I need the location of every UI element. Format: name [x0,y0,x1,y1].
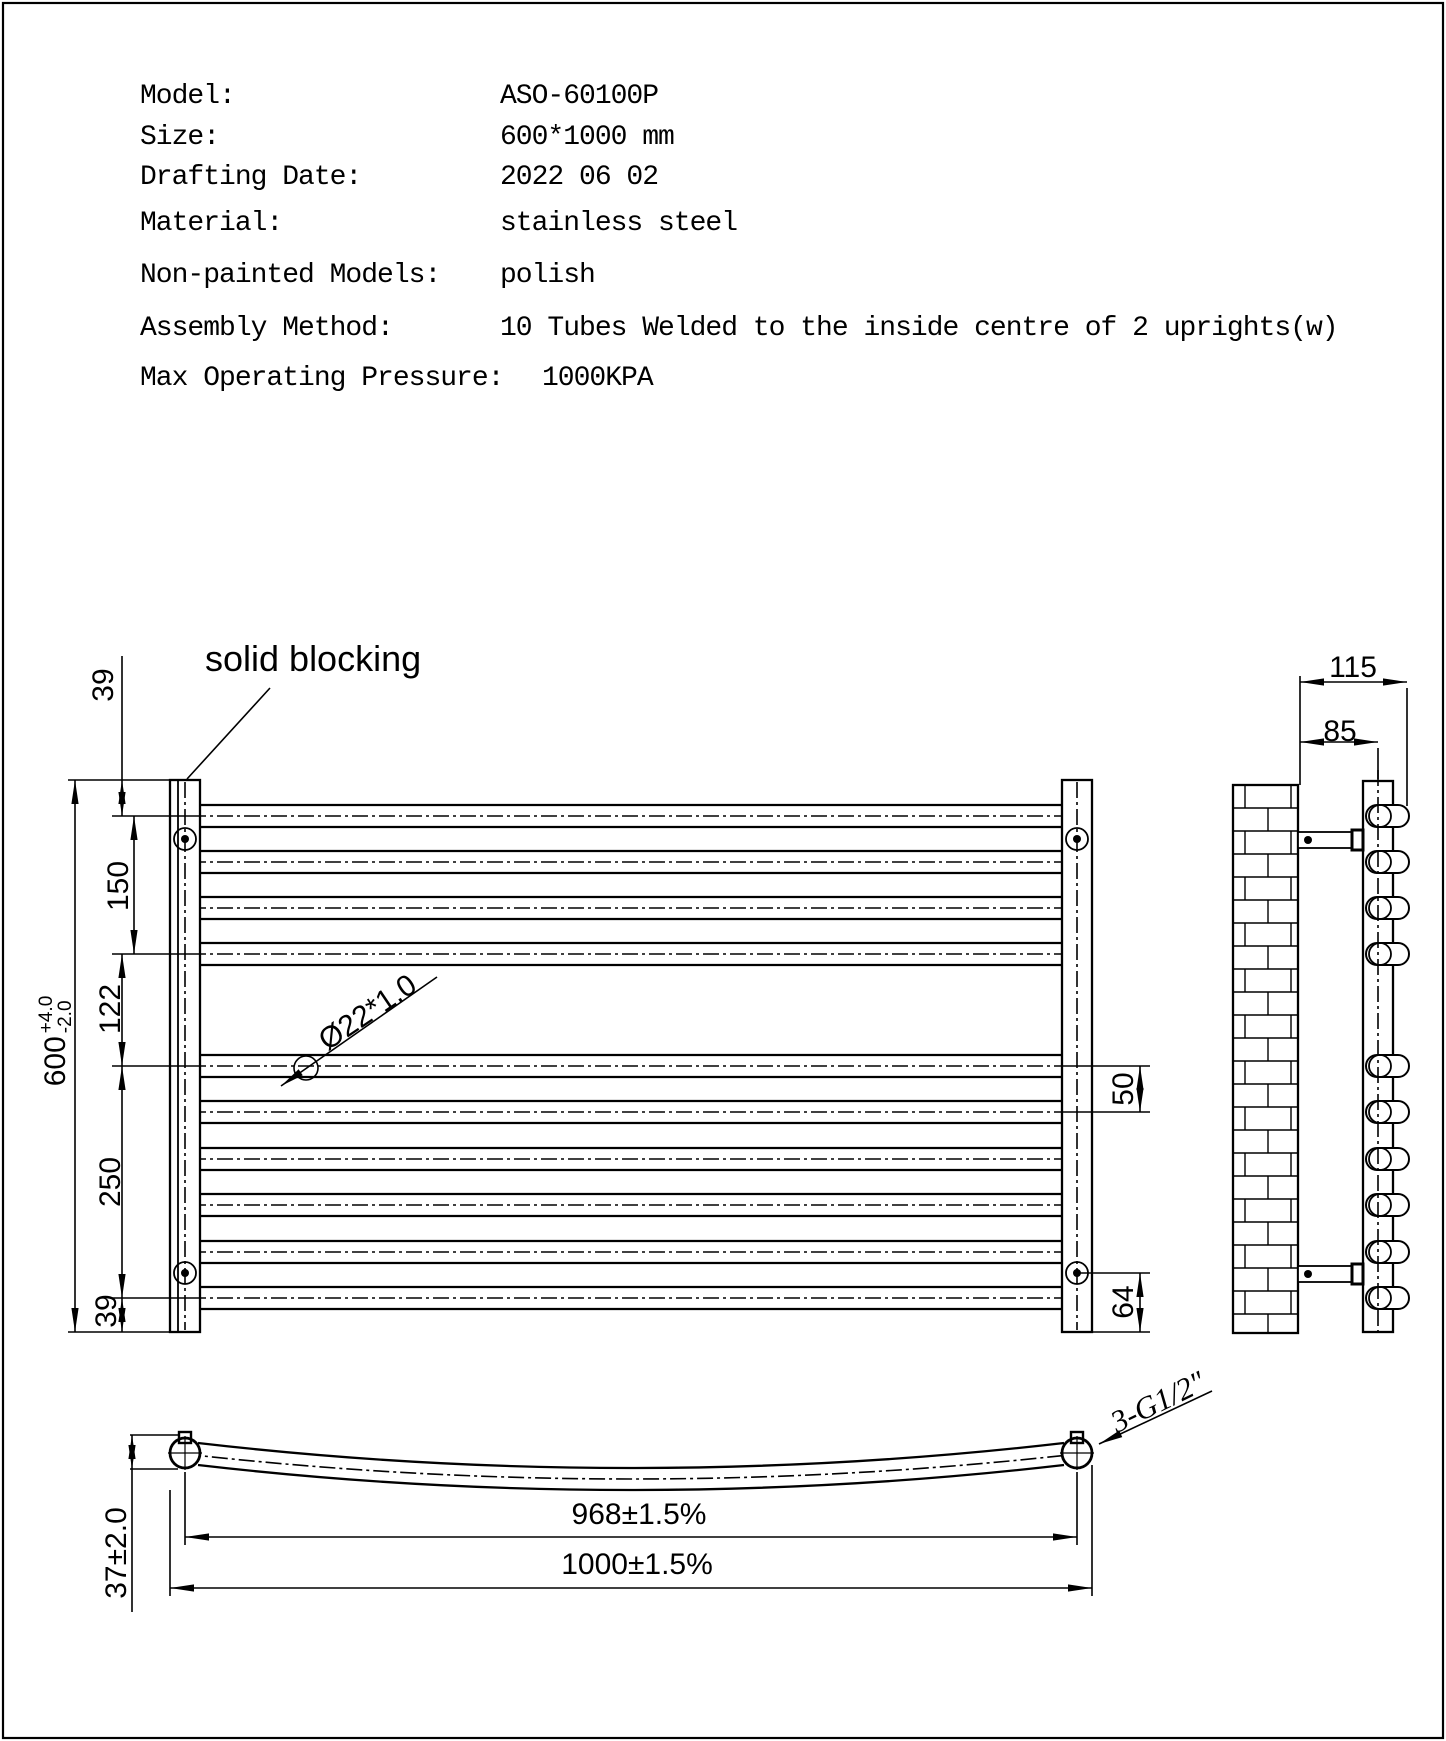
spec-value-model: ASO-60100P [500,81,659,112]
spec-value-assembly: 10 Tubes Welded to the inside centre of 2 uprights(w) [500,313,1338,344]
spec-label-model: Model: [140,81,235,112]
dim-overall-width: 1000±1.5% [561,1548,713,1581]
spec-value-finish: polish [500,260,595,291]
spec-label-assembly: Assembly Method: [140,313,393,344]
dim-height-tol-plus: +4.0 [36,995,57,1034]
front-view-drawing [68,656,1150,1332]
spec-value-material: stainless steel [500,208,738,239]
spec-label-pressure: Max Operating Pressure: [140,363,504,394]
spec-label-size: Size: [140,122,220,153]
dim-outlet-offset: 64 [1107,1285,1140,1319]
spec-value-date: 2022 06 02 [500,162,659,193]
dim-tube-spec: Ø22*1.0 [312,968,423,1058]
spec-label-finish: Non-painted Models: [140,260,441,291]
dim-bow-depth: 37±2.0 [100,1507,133,1599]
spec-value-size: 600*1000 mm [500,122,674,153]
spec-label-date: Drafting Date: [140,162,362,193]
dim-lower-span: 250 [94,1156,127,1208]
solid-blocking-callout: solid blocking [205,638,422,679]
thread-label: 3-G1/2" [1104,1363,1211,1440]
side-view-drawing [1233,676,1409,1335]
dim-upper-pitch: 150 [102,860,135,912]
dim-center-distance: 968±1.5% [571,1498,707,1531]
dim-right-pitch: 50 [1107,1072,1140,1106]
dim-top-gap: 39 [87,668,120,702]
dim-group-gap: 122 [94,983,127,1035]
spec-value-pressure: 1000KPA [542,363,653,394]
dim-height-value: 600 [39,1036,72,1087]
dim-overall-height [37,996,75,1087]
dim-height-tol-minus: -2.0 [55,1000,76,1034]
dim-wall-to-center: 85 [1323,715,1357,748]
dim-bottom-gap: 39 [90,1294,123,1328]
dim-total-depth: 115 [1329,651,1377,684]
spec-label-material: Material: [140,208,283,239]
